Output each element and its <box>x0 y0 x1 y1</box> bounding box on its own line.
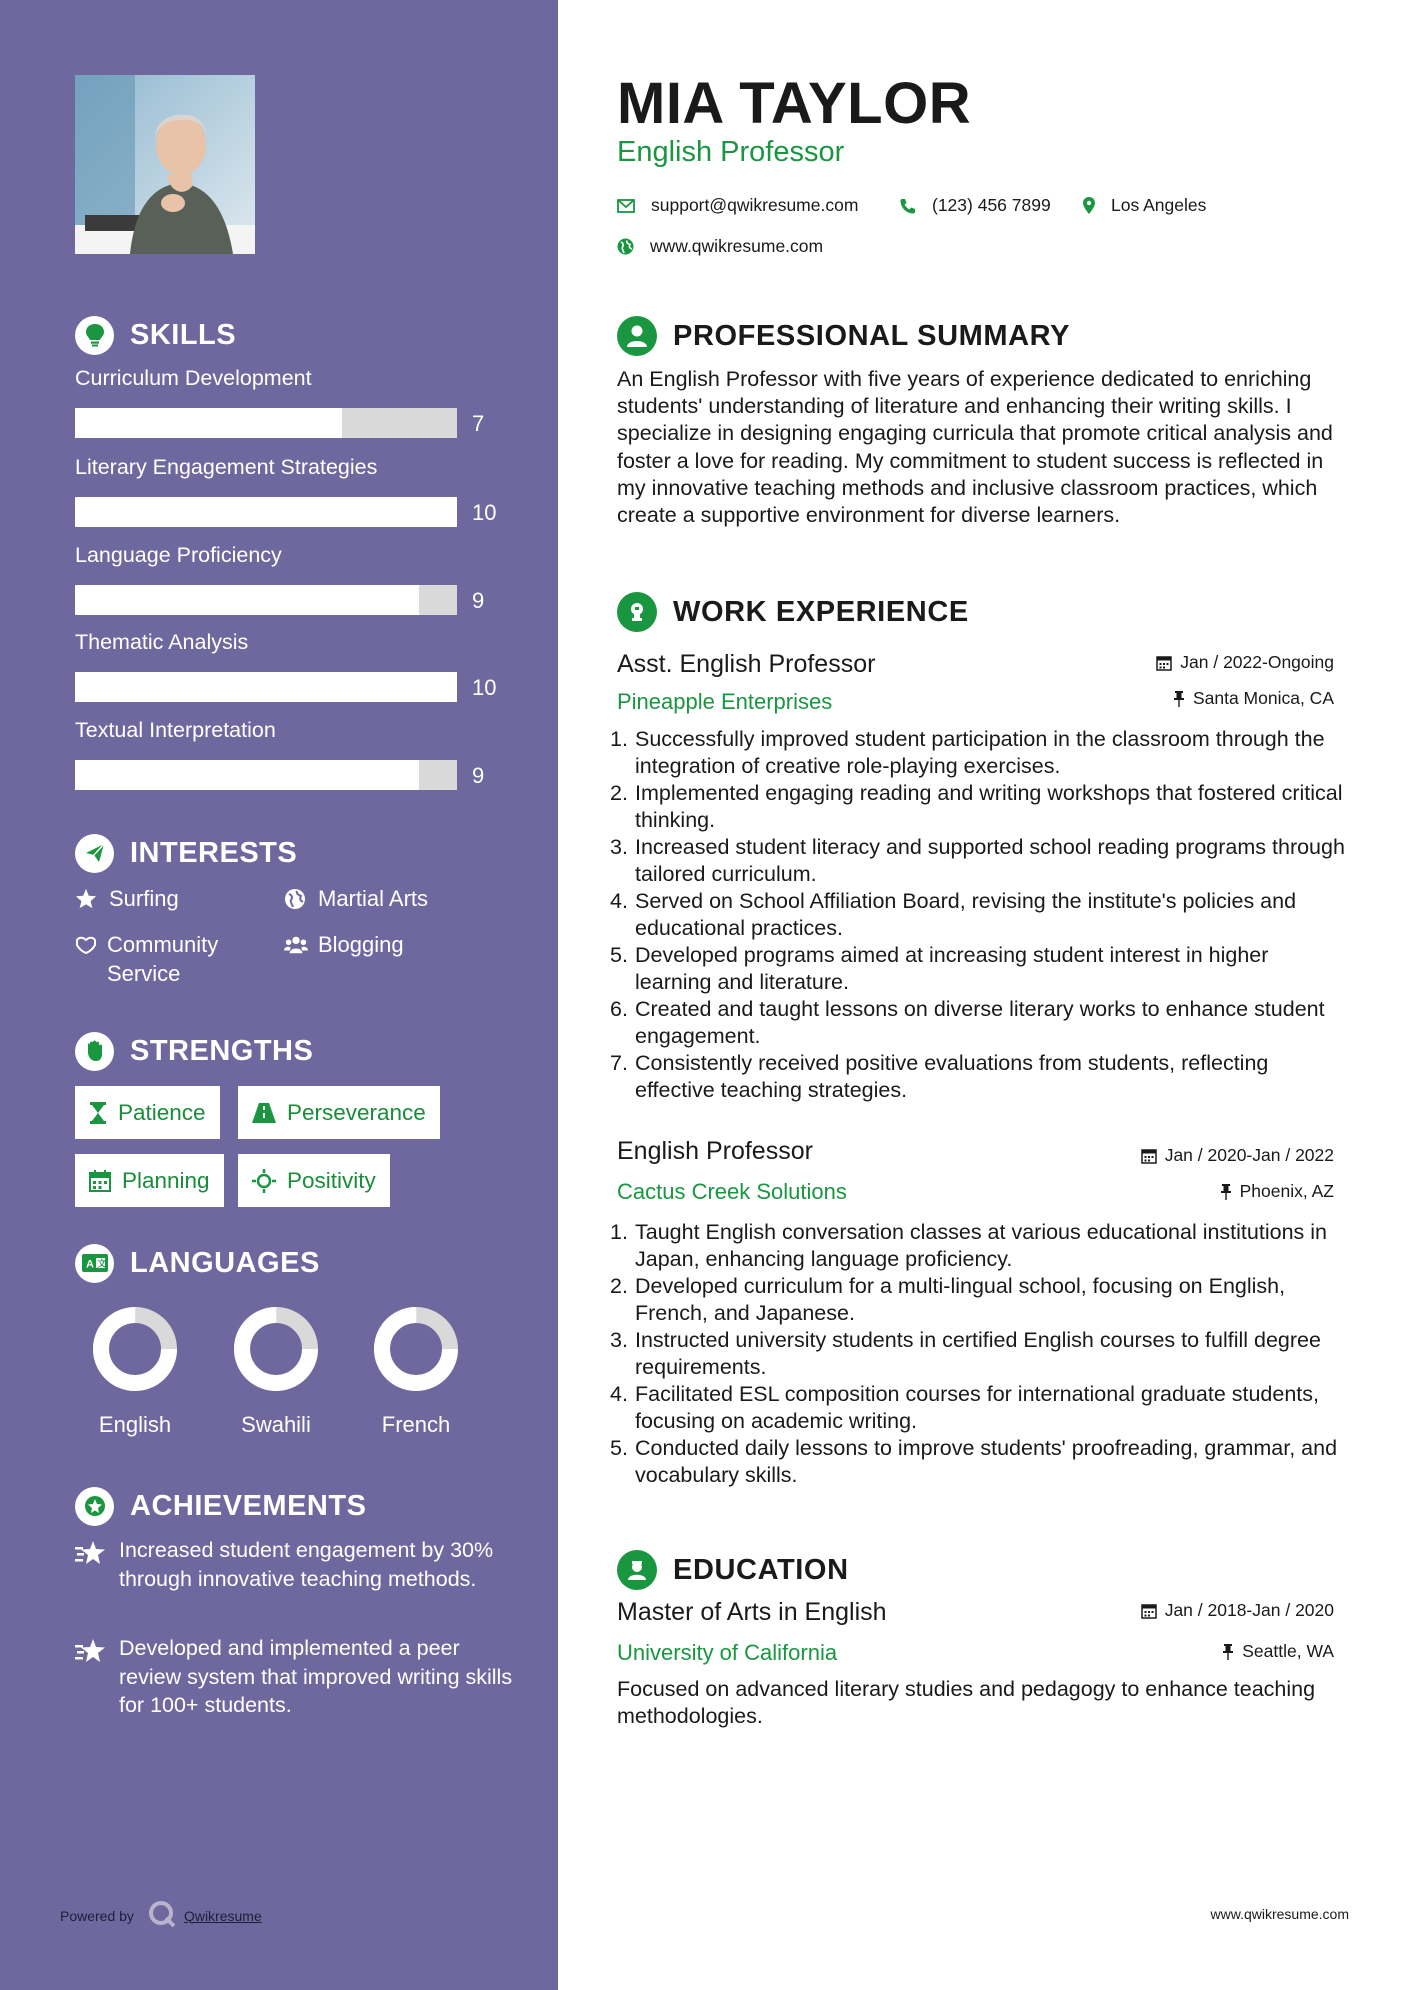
strength-badge <box>238 1086 440 1139</box>
skills-title: SKILLS <box>130 318 237 351</box>
bullet-text: Instructed university students in certified English courses to fulfill degree requirements. <box>635 1328 1321 1379</box>
skills-heading <box>75 315 236 355</box>
interest-item <box>75 884 179 913</box>
job-location-text: Phoenix, AZ <box>1239 1181 1334 1201</box>
skill-value: 9 <box>472 763 485 788</box>
bullet-number: 5. <box>610 1436 628 1460</box>
language-item <box>75 1306 195 1438</box>
strength-label: Planning <box>122 1167 210 1193</box>
skill-item <box>75 455 505 527</box>
language-name: Swahili <box>241 1412 311 1437</box>
skill-bar-fill <box>75 585 419 615</box>
language-name: French <box>381 1412 451 1437</box>
bullet-text: Taught English conversation classes at various educational institutions in Japan, enhancing language proficiency. <box>635 1220 1327 1271</box>
skill-name: Thematic Analysis <box>75 630 249 654</box>
job-bullet <box>610 996 1350 1050</box>
bullet-number: 1. <box>610 727 628 751</box>
job-dates <box>1141 1145 1334 1166</box>
star-burst-icon <box>75 1536 107 1571</box>
globe-icon <box>284 884 308 913</box>
summary-title: PROFESSIONAL SUMMARY <box>673 319 1071 352</box>
envelope-icon <box>617 199 635 213</box>
bullet-text: Increased student literacy and supported school reading programs through tailored curriculum. <box>635 835 1345 886</box>
skill-item <box>75 718 505 790</box>
job-bullet <box>610 1273 1350 1327</box>
skill-item <box>75 630 505 702</box>
job-role: Asst. English Professor <box>617 650 876 678</box>
contact-phone <box>900 195 1051 216</box>
achievements-title: ACHIEVEMENTS <box>130 1489 367 1522</box>
language-ring <box>373 1306 459 1392</box>
education-school: University of California <box>617 1640 838 1665</box>
job-location <box>1220 1181 1334 1202</box>
qwikresume-logo-icon <box>148 1900 176 1931</box>
footer-url[interactable]: www.qwikresume.com <box>1210 1906 1349 1922</box>
skill-bar <box>75 672 505 702</box>
summary-heading <box>617 316 1070 356</box>
lightbulb-icon <box>75 316 114 355</box>
strength-label: Patience <box>118 1099 206 1125</box>
skill-bar <box>75 760 505 790</box>
skill-value: 7 <box>472 411 485 436</box>
job-bullets <box>610 1219 1350 1489</box>
calendar-icon <box>1141 1603 1157 1619</box>
language-ring <box>233 1306 319 1392</box>
bullet-text: Developed curriculum for a multi-lingual school, focusing on English, French, and Japanese. <box>635 1274 1286 1325</box>
bullet-number: 5. <box>610 943 628 967</box>
job-role: English Professor <box>617 1137 813 1165</box>
road-icon <box>252 1103 276 1123</box>
job-bullet <box>610 1381 1350 1435</box>
job-bullet <box>610 1327 1350 1381</box>
profile-photo <box>75 75 255 254</box>
award-icon <box>75 1487 114 1526</box>
education-dates-text: Jan / 2018-Jan / 2020 <box>1164 1600 1334 1620</box>
education-degree: Master of Arts in English <box>617 1598 887 1626</box>
svg-text:A: A <box>85 1258 94 1271</box>
bullet-number: 7. <box>610 1051 628 1075</box>
strengths-heading <box>75 1031 313 1071</box>
skill-bar-track <box>75 408 457 438</box>
phone-icon <box>900 198 916 214</box>
achievement-item <box>75 1634 515 1720</box>
bullet-number: 4. <box>610 889 628 913</box>
hands-icon <box>75 930 97 959</box>
job-dates-text: Jan / 2020-Jan / 2022 <box>1164 1145 1334 1165</box>
strength-badge <box>75 1154 224 1207</box>
bullet-number: 1. <box>610 1220 628 1244</box>
email-text[interactable]: support@qwikresume.com <box>651 195 859 215</box>
interests-heading <box>75 833 297 873</box>
graduate-icon <box>617 1550 657 1590</box>
education-heading <box>617 1550 849 1590</box>
interests-title: INTERESTS <box>130 836 298 869</box>
strengths-title: STRENGTHS <box>130 1034 314 1067</box>
location-text: Los Angeles <box>1111 195 1207 215</box>
bullet-number: 6. <box>610 997 628 1021</box>
pushpin-icon <box>1173 691 1185 707</box>
bullet-text: Served on School Affiliation Board, revising the institute's policies and educational practices. <box>635 889 1297 940</box>
contact-website <box>617 236 823 257</box>
bullet-text: Successfully improved student participation in the classroom through the integration of creative role-playing exercises. <box>635 727 1325 778</box>
skill-name: Curriculum Development <box>75 366 312 390</box>
skill-name: Textual Interpretation <box>75 718 276 742</box>
skill-bar-fill <box>75 408 342 438</box>
skill-item <box>75 366 505 438</box>
strength-badge <box>75 1086 220 1139</box>
user-icon <box>617 316 657 356</box>
pushpin-icon <box>1222 1644 1234 1660</box>
bullet-text: Facilitated ESL composition courses for international graduate students, focusing on academic writing. <box>635 1382 1320 1433</box>
sidebar <box>0 0 558 1990</box>
achievement-text: Increased student engagement by 30% through innovative teaching methods. <box>119 1538 494 1591</box>
star-icon <box>75 884 99 913</box>
job-bullet <box>610 888 1350 942</box>
skill-bar-fill <box>75 497 457 527</box>
job-location-text: Santa Monica, CA <box>1192 688 1334 708</box>
interest-label: Blogging <box>318 932 404 957</box>
experience-heading <box>617 592 969 632</box>
briefcase-icon <box>617 592 657 632</box>
language-item <box>216 1306 336 1438</box>
skill-bar-track <box>75 497 457 527</box>
language-icon <box>75 1244 114 1283</box>
job-bullet <box>610 834 1350 888</box>
bullet-number: 3. <box>610 1328 628 1352</box>
languages-heading <box>75 1243 320 1283</box>
job-bullet <box>610 726 1350 780</box>
phone-text: (123) 456 7899 <box>932 195 1051 215</box>
strength-label: Perseverance <box>287 1099 426 1125</box>
skill-value: 10 <box>472 675 497 700</box>
powered-by <box>60 1900 262 1931</box>
website-text[interactable]: www.qwikresume.com <box>650 236 824 256</box>
skill-bar <box>75 408 505 438</box>
achievement-item <box>75 1536 515 1593</box>
skill-name: Language Proficiency <box>75 543 282 567</box>
interest-label: Surfing <box>109 886 179 911</box>
job-bullet <box>610 1435 1350 1489</box>
job-company: Pineapple Enterprises <box>617 689 833 714</box>
skill-bar-fill <box>75 672 457 702</box>
skill-value: 10 <box>472 500 497 525</box>
skill-value: 9 <box>472 588 485 613</box>
candidate-title: English Professor <box>617 136 845 168</box>
paper-plane-icon <box>75 834 114 873</box>
education-title: EDUCATION <box>673 1553 849 1586</box>
bullet-text: Created and taught lessons on diverse literary works to enhance student engagement. <box>635 997 1325 1048</box>
bullet-number: 4. <box>610 1382 628 1406</box>
language-name: English <box>98 1412 172 1437</box>
summary-text: An English Professor with five years of experience dedicated to enriching students' understanding of literature and enhancing their writing skills. I specialize in designing engaging curricula that promote critical analysis and foster a love for reading. My commitment to student success is reflected in my innovative teaching methods and inclusive classroom practices, which create a supportive environment for diverse learners. <box>617 367 1333 528</box>
qwikresume-link[interactable]: Qwikresume <box>183 1907 262 1924</box>
calendar-icon <box>1141 1148 1157 1164</box>
language-ring <box>92 1306 178 1392</box>
bullet-text: Developed programs aimed at increasing student interest in higher learning and literature. <box>635 943 1269 994</box>
bullet-text: Implemented engaging reading and writing workshops that fostered critical thinking. <box>635 781 1343 832</box>
education-description: Focused on advanced literary studies and pedagogy to enhance teaching methodologies. <box>617 1677 1316 1729</box>
experience-title: WORK EXPERIENCE <box>673 595 969 628</box>
education-dates <box>1141 1600 1334 1621</box>
job-bullet <box>610 1050 1350 1104</box>
skill-bar-track <box>75 760 457 790</box>
bullet-number: 2. <box>610 1274 628 1298</box>
skill-bar-fill <box>75 760 419 790</box>
interest-item <box>284 930 404 959</box>
star-burst-icon <box>75 1634 107 1669</box>
job-dates <box>1156 652 1334 673</box>
candidate-name: MIA TAYLOR <box>617 71 972 136</box>
interest-label: Community Service <box>107 932 219 986</box>
calendar-icon <box>1156 655 1172 671</box>
sun-icon <box>252 1169 276 1193</box>
job-bullet <box>610 942 1350 996</box>
interest-label: Martial Arts <box>318 886 429 911</box>
powered-by-label: Powered by <box>60 1907 134 1924</box>
contact-location <box>1083 195 1206 216</box>
education-location-text: Seattle, WA <box>1242 1641 1334 1661</box>
strength-badge <box>238 1154 390 1207</box>
skill-bar-track <box>75 585 457 615</box>
skill-name: Literary Engagement Strategies <box>75 455 378 479</box>
interest-item <box>75 930 275 988</box>
strength-label: Positivity <box>287 1167 376 1193</box>
fist-icon <box>75 1032 114 1071</box>
skill-bar <box>75 585 505 615</box>
education-location <box>1222 1641 1334 1662</box>
bullet-number: 2. <box>610 781 628 805</box>
achievements-heading <box>75 1486 366 1526</box>
bullet-text: Conducted daily lessons to improve students' proofreading, grammar, and vocabulary skills. <box>635 1436 1338 1487</box>
achievement-text: Developed and implemented a peer review system that improved writing skills for 100+ students. <box>119 1636 513 1717</box>
contact-email <box>617 195 858 216</box>
calendar-icon <box>89 1170 111 1192</box>
job-bullets <box>610 726 1350 1104</box>
globe-icon <box>617 238 634 255</box>
skill-bar-track <box>75 672 457 702</box>
job-dates-text: Jan / 2022-Ongoing <box>1180 652 1334 672</box>
svg-text:文: 文 <box>96 1258 106 1269</box>
job-bullet <box>610 780 1350 834</box>
map-pin-icon <box>1083 197 1095 214</box>
skill-item <box>75 543 505 615</box>
interest-item <box>284 884 428 913</box>
languages-title: LANGUAGES <box>130 1246 320 1279</box>
language-item <box>356 1306 476 1438</box>
pushpin-icon <box>1220 1184 1232 1200</box>
hourglass-icon <box>89 1102 107 1124</box>
job-bullet <box>610 1219 1350 1273</box>
bullet-number: 3. <box>610 835 628 859</box>
skill-bar <box>75 497 505 527</box>
job-company: Cactus Creek Solutions <box>617 1179 847 1204</box>
job-location <box>1173 688 1334 709</box>
users-icon <box>284 930 308 959</box>
bullet-text: Consistently received positive evaluations from students, reflecting effective teaching strategies. <box>635 1051 1269 1102</box>
